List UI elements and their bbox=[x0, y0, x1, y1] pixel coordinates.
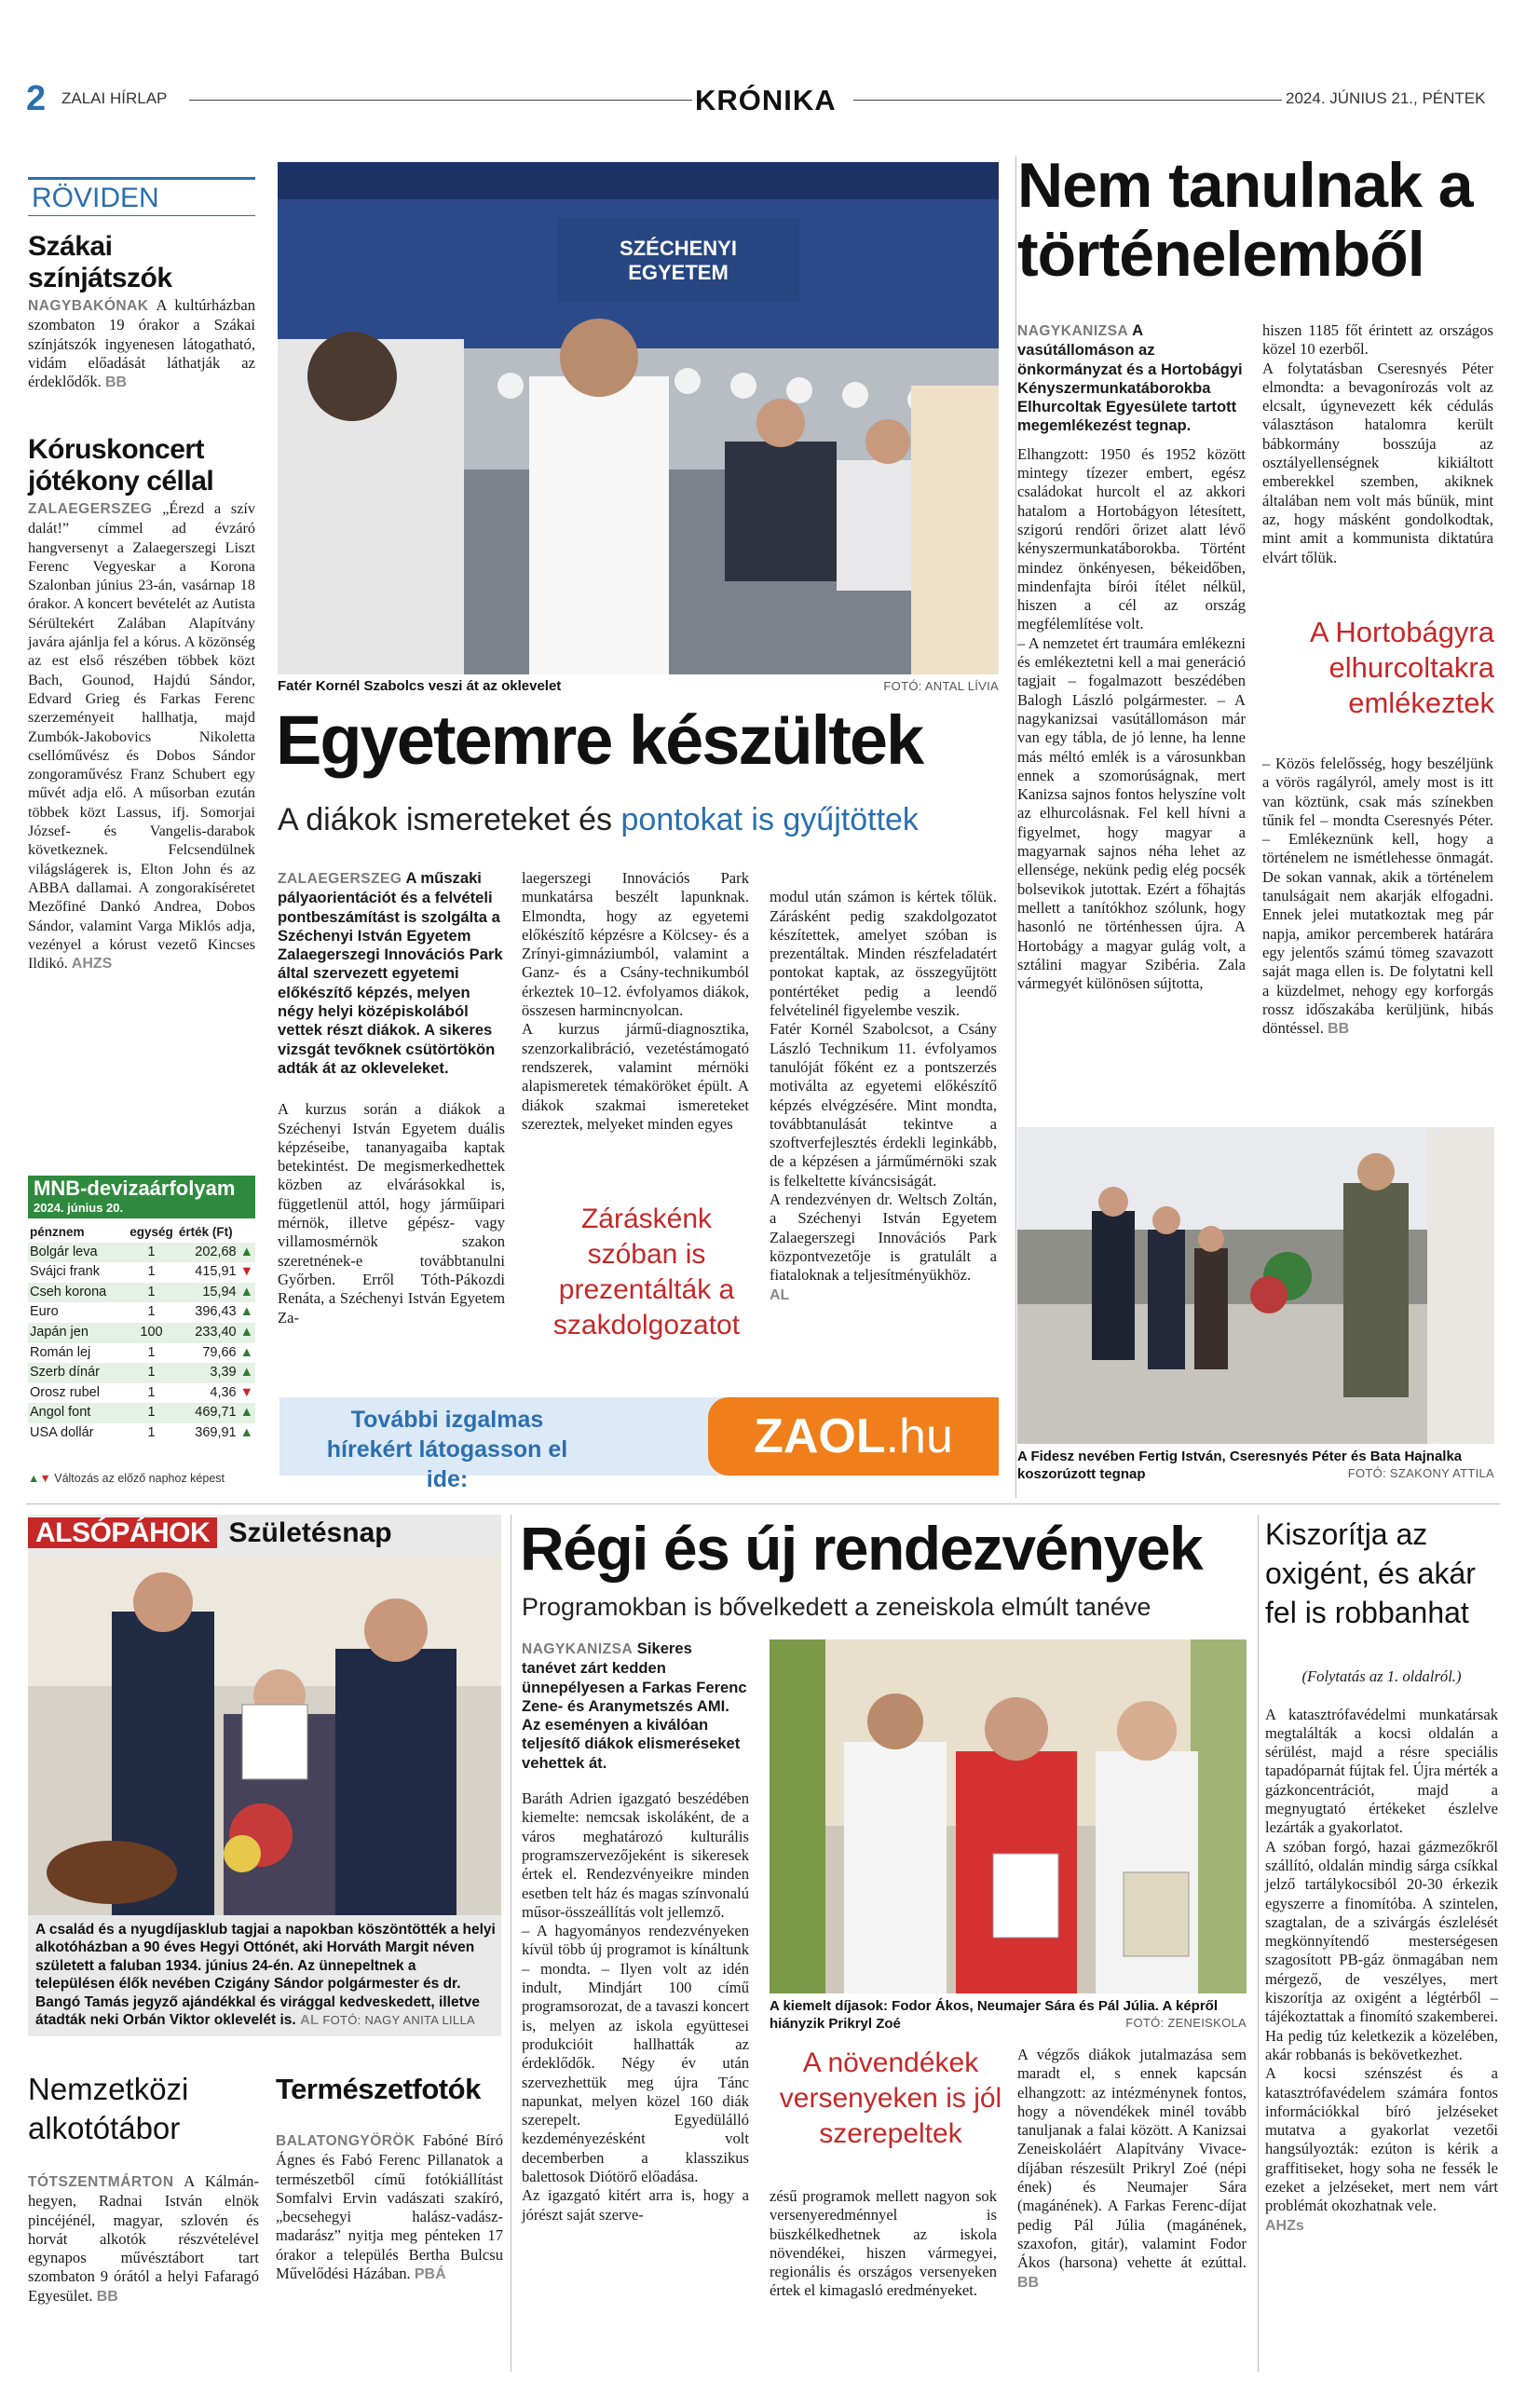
right-col-2: hiszen 1185 főt érintett az országos közel 10 ezerből. A folytatásban Cseresnyés Péter elmondta: a bevagonírozás volt az elcsalt, úgynevezett kék cédulás választáson hatalomra került bábkormány bosszúja az osztályellenségnek kikiáltott emberekkel szemben, akiknek általában nem volt más bűnük, mint az, hogy másként gondolkodtak, mint amit a kommunista diktatúra elvárt tőlük. bbox=[1262, 321, 1493, 566]
birthday-caption: A család és a nyugdíjasklub tagjai a napokban köszöntötték a helyi alkotóházban a 90 éves Hegyi Ottónét, aki Horváth Margit néven született a faluban 1934. június 24-én. Az ünnepeltnek a településen élők nevében Czigány Sándor polgármester és dr. Bangó Tamás jegyző ajándékkal és virággal kedveskedett, illetve átadták neki Orbán Viktor oklevelét is. AL FOTÓ: NAGY ANITA LILLA bbox=[35, 1922, 496, 2029]
zeneiskola-pull-quote: A növendékek versenyeken is jól szerepeltek bbox=[779, 2047, 1002, 2149]
svg-text:EGYETEM: EGYETEM bbox=[628, 261, 729, 284]
zaol-banner[interactable] bbox=[279, 1397, 999, 1492]
fx-row: Orosz rubel 1 4,36 ▼ bbox=[30, 1384, 253, 1400]
ceremony-photo-caption: Fatér Kornél Szabolcs veszi át az oklevelet bbox=[278, 678, 562, 694]
paper-name: ZALAI HÍRLAP bbox=[61, 89, 168, 107]
birthday-photo-illustration bbox=[28, 1556, 501, 1915]
fx-row: Bolgár leva 1 202,68 ▲ bbox=[28, 1243, 255, 1263]
awards-photo-illustration bbox=[770, 1639, 1247, 1993]
memorial-photo bbox=[1017, 1127, 1494, 1444]
right-headline: Nem tanulnak a történelemből bbox=[1017, 150, 1473, 290]
main-pull-quote: Záráskénk szóban is prezentálták a szakdolgozatot bbox=[552, 1204, 741, 1340]
oxigen-headline: Kiszorítja az oxigént, és akár fel is robbanhat bbox=[1265, 1517, 1476, 1629]
birthday-photo bbox=[28, 1556, 501, 1915]
zeneiskola-col-1: NAGYKANIZSA Sikeres tanévet zárt kedden ünnepélyesen a Farkas Ferenc Zene- és Aranymetszés AMI. Az eseményen a kiválóan teljesítő diákok elismeréseket vehettek át. Baráth Adrien igazgató beszédében kiemelte: nemcsak iskoláként, de a város meghatározó kulturális programszervezőjeként is sikeresek értek el. Rendezvényeikre minden esetben telt ház és magas színvonalú műsor-összeállítás volt jellemző. – A hagyományos rendezvényeken kívül több új programot is kínáltunk – mondta. – Ilyen volt az idén indult, Mindjárt 100 című programsorozat, de a tavaszi koncert is, melyen az iskola együttesei produkcióit hallhatták az érdeklődők. Négy év után szervezhettük meg újra Tánc napunkat, melyen közel 160 diák szerepelt. Egyedülálló kezdeményezésként volt decemberben a klasszikus balettosok Diótörő előadása. Az igazgató kitért arra is, hogy a jórészt saját szerve- bbox=[522, 1639, 749, 2224]
oxigen-text: (Folytatás az 1. oldalról.) A katasztrófavédelmi munkatársak megtalálták a kocsi oldalán a sérülést, majd a résre speciális tapadóparnát fújtak fel. Újra mérték a gázkoncentrációt, majd a megnyugtató értékeket észlelve lezárták a gyakorlatot. A szóban forgó, hazai gázmezőkről szállító, oldalán mindig sárga csíkkal jelző tartálykocsiból 20-30 érkezik egyszerre a finomítóba. A szintelen, szagtalan, de a szivárgás észlelését megkönnyítendő mesterségesen szagosított PB-gáz önmagában nem mérgező, de veszélyes, mert kiszorítja az oxigént a légtérből – tájékoztattak a finomító szakemberei. Ha pedig túz keletkezik a közelében, akár robbanás is bekövetkezhet. A kocsi szénszést és a katasztrófavédelem számára fontos információkkal bíró jelzéseket mutatva a gyakorlat vezetői hangsúlyozták: ezúton is kérik a graffitiseket, hogy soha ne fessék le ezeket a jelzéseket, mert nem várt problémát okozhatnak vele. AHZs bbox=[1265, 1667, 1498, 2234]
fx-row: Román lej 1 79,66 ▲ bbox=[30, 1344, 253, 1360]
fx-row: USA dollár 1 369,91 ▲ bbox=[30, 1424, 253, 1440]
fx-row: Japán jen 100 233,40 ▲ bbox=[28, 1323, 255, 1343]
alkototabor-title: Nemzetközi alkotótábor bbox=[28, 2072, 189, 2145]
fx-row: Cseh korona 1 15,94 ▲ bbox=[28, 1283, 255, 1303]
zeneiskola-col-3: A végzős diákok jutalmazása sem maradt el, s ennek kapcsán elhangzott: az intézménynek fontos, hogy a növendékek minél tovább tanuljanak a falai között. A Kanizsai Zeneiskoláért Alapítvány Vivace-díjában részesült Prikryl Zoé (népi ének) és Neumajer Sára (magánének). A Farkas Ferenc-díjat pedig Pál Júlia (magánének, szaxofon, gitár), valamint Fodor Ákos (harsona) vehette át ezúttal. BB bbox=[1017, 2046, 1247, 2291]
right-pull-quote: A Hortobágyra elhurcoltakra emlékeztek bbox=[1309, 616, 1494, 719]
awards-photo-credit: FOTÓ: ZENEISKOLA bbox=[1125, 2016, 1247, 2030]
roviden-column bbox=[28, 177, 255, 1127]
awards-photo-caption: A kiemelt díjasok: Fodor Ákos, Neumajer Sára és Pál Júlia. A képről hiányzik Prikryl Zoé bbox=[770, 1998, 1219, 2032]
section-title: KRÓNIKA bbox=[695, 84, 837, 116]
fx-row: Svájci frank 1 415,91 ▼ bbox=[30, 1264, 253, 1280]
alsopahok-label: ALSÓPÁHOK Születésnap bbox=[28, 1515, 392, 1552]
fx-title: MNB-devizaárfolyam 2024. június 20. bbox=[28, 1176, 255, 1218]
issue-date: 2024. JÚNIUS 21., PÉNTEK bbox=[1286, 89, 1486, 107]
main-col-2: laegerszegi Innovációs Park munkatársa beszélt lapunknak. Elmondta, hogy az egyetemi előkészítő képzésre a Kölcsey- és a Zrínyi-gimnáziumból, valamint a Ganz- és a Csány-technikumból érkeztek 10–12. évfolyamos diákok, összesen harmincnyolcan. A kurzus jármű-diagnosztika, szenzorkalibráció, vezetéstámogató rendszerek, valamint mérnöki alapismeretek témaköröket épült. A diákok szakmai ismereteket szereztek, melyeket minden egyes bbox=[522, 869, 749, 1133]
main-headline: Egyetemre készültek bbox=[276, 701, 923, 779]
main-col-3: modul után számon is kértek tőlük. Zárásként pedig szakdolgozatot készítettek, amelyet szóban is prezentáltak. Minden részfeladatért pontokat kaptak, az összegyűjtött pontértéket pedig a leendő felvételinél figyelembe veszik. Fatér Kornél Szabolcsot, a Csány László Technikum 11. évfolyamos tanulóját főként ez a pontszerzés motiválta az egyetemi előkészítő képzés elvégzésére. Mint mondta, továbbtanulását tekintve a szoftverfejlesztés érdekli leginkább, de a képzésen a járműmérnöki szak is felkeltette kíváncsiságát. A rendezvényen dr. Weltsch Zoltán, a Széchenyi István Egyetem Zalaegerszegi Innovációs Park központvezetője is gratulált a fiataloknak a teljesítményükhöz. AL bbox=[770, 888, 997, 1303]
ceremony-photo bbox=[278, 162, 999, 674]
alsopahok-box bbox=[28, 1515, 501, 2036]
fx-row: Euro 1 396,43 ▲ bbox=[30, 1304, 253, 1320]
zaol-logo[interactable]: ZAOL.hu bbox=[708, 1397, 999, 1476]
termeszetfotok-title: Természetfotók bbox=[276, 2073, 481, 2105]
alkototabor-text: TÓTSZENTMÁRTON A Kálmán-hegyen, Radnai István elnök pincéjénél, magyar, szlovén és horvát alkotók részvételével egynapos művésztábort tart szombaton 9 órától a helyi Fafaragó Egyesület. BB bbox=[28, 2172, 259, 2305]
memorial-photo-caption: A Fidesz nevében Fertig István, Cseresnyés Péter és Bata Hajnalka koszorúzott tegnap bbox=[1017, 1449, 1463, 1482]
right-col-2b: – Közös felelősség, hogy beszéljünk a vörös ragályról, amely most is itt van köztünk, csak más színekben tűnik fel – mondta Cseresnyés Péter. – Emlékeznünk kell, hogy a történelem ne ismétlehesse önmagát. De sokan vannak, akik a történelem tanulságait nem akarják elfogadni. Ennek jelei mutatkoztak meg pár napja, amikor percemberek határára egy jelentős számú tömeg szavazott saját maga ellen is. De folytatni kell a küzdelmet, nehogy egy korforgás rossz időszakába kerüljünk, hibás döntéssel. BB bbox=[1262, 755, 1493, 1038]
zeneiskola-col-2: zésű programok mellett nagyon sok versenyeredménnyel is büszkélkedhetnek az iskola növendékei, hiszen vármegyei, regionális és országos versenyeken értek el kimagasló eredményeket. bbox=[770, 2187, 997, 2300]
fx-box bbox=[28, 1176, 255, 1492]
svg-text:SZÉCHENYI: SZÉCHENYI bbox=[620, 237, 737, 260]
fx-row: Angol font 1 469,71 ▲ bbox=[28, 1403, 255, 1423]
fx-legend: ▲▼ Változás az előző naphoz képest bbox=[28, 1472, 225, 1485]
roviden-item-title: Kóruskoncert jótékony céllal bbox=[28, 434, 214, 497]
memorial-photo-credit: FOTÓ: SZAKONY ATTILA bbox=[1347, 1466, 1494, 1480]
fx-row: Szerb dínár 1 3,39 ▲ bbox=[28, 1363, 255, 1383]
memorial-photo-illustration bbox=[1017, 1127, 1494, 1444]
main-subhead: A diákok ismereteket és pontokat is gyűjtöttek bbox=[278, 802, 919, 837]
awards-photo bbox=[770, 1639, 1247, 1993]
page-number: 2 bbox=[26, 79, 47, 118]
roviden-item-text: NAGYBAKÓNAK A kultúrházban szombaton 19 órakor a Szákai színjátszók ingyenesen látogatható, vidám előadását láthatják az érdeklődők. BB bbox=[28, 296, 256, 391]
roviden-item-title: Szákai színjátszók bbox=[28, 231, 172, 293]
roviden-item-text: ZALAEGERSZEG „Érezd a szív dalát!” címmel ad évzáró hangversenyt a Zalaegerszegi Liszt Ferenc Vegyeskar a Korona Szalonban június 23-án, vasárnap 18 órakor. A koncert bevételét az Autista Sérültekért Zalában Alapítvány javára ajánlja fel a kórus. A közönség az est első részében többek közt Bach, Gounod, Hajdú Sándor, Edvard Grieg és Farkas Ferenc szerzeményeit hallhatja, majd Zumbók-Jakobovics Nikoletta csellóművész és Dobos Sándor zongoraművész Franz Schubert egy művét adja elő. A műsorban ezután többek közt Lassus, ifj. Somorjai József- és Vangelis-darabok következnek. Felcsendülnek világslágerek is, Elton John és az ABBA dallamai. A zongorakíséretet Mezőfiné Dankó Andrea, Dobos Sándor, valamint Varga Miklós adja, vezényel a kórust vezető Kincses Ildikó. AHZS bbox=[28, 500, 256, 973]
zeneiskola-headline: Régi és új rendezvények bbox=[520, 1514, 1203, 1583]
page-header bbox=[26, 80, 1500, 121]
zeneiskola-subhead: Programokban is bővelkedett a zeneiskola elmúlt tanéve bbox=[522, 1593, 1151, 1621]
ceremony-photo-illustration bbox=[278, 162, 999, 674]
right-col-1: NAGYKANIZSA A vasútállomáson az önkormányzat és a Hortobágyi Kényszermunkatáborokba Elhurcoltak Egyesülete tartott megemlékezést tegnap. Elhangzott: 1950 és 1952 között mintegy tízezer embert, egész családokat hurcolt el az akkori hatalom a Hortobágyon létesített, szigorú rendőri őrizet alatt lévő kényszermunkatáborokba. Történt mindez önkényesen, békeidőben, mindenfajta bírói ítélet nélkül, hiszen a cél az ország megfélemlítése volt. – A nemzetet ért traumára emlékezni és emlékeztetni kell a mai generáció tagjait – fogalmazott beszédében Balogh László polgármester. – A nagykanizsai vasútállomáson már van egy tábla, de jó lenne, ha lenne más méltó emlék is a városunkban ennek a szomorúságnak, mert Kanizsa sajnos fontos helyszíne volt az elhurcolásnak. Fel kell hívni a figyelmet, hogy magyar a magyarnak sajnos néha lehet az ellensége, nekünk pedig elég pocsék bolsevikok jutottak. Ezért a főhajtás mellett a tanítókhoz szólunk, hogy hasonló ne történhessen újra. A Hortobágy a magyar gulág volt, a sztálini magyar Szibéria. Zala vármegyét különösen sújtotta, bbox=[1017, 321, 1246, 993]
main-col-1: ZALAEGERSZEG A műszaki pályaorientációt és a felvételi pontbeszámítást is szolgálta a Széchenyi István Egyetem Zalaegerszegi Innovációs Park által szervezett egyetemi előkészítő képzés, melyen négy helyi középiskolából vettek részt diákok. A sikeres vizsgát tevőknek csütörtökön adták át az okleveleket. A kurzus során a diákok a Széchenyi István Egyetem duális képzéseibe, tananyagaiba kaptak betekintést. De megismerkedhettek közben az elvárásokkal is, függetlenül attól, hogy járműipari mérnök, illetve gépész- vagy villamosmérnök szakon szeretnének-e továbbtanulni Győrben. Erről Tóth-Pákozdi Renáta, a Széchenyi István Egyetem Za- bbox=[278, 869, 505, 1326]
zaol-banner-text: További izgalmas hírekért látogasson el ide: bbox=[326, 1407, 568, 1492]
roviden-label: RÖVIDEN bbox=[28, 177, 255, 216]
fx-table: pénznem egység érték (Ft) Bolgár leva 1 202,68 ▲ Svájci frank 1 415,91 ▼ Cseh korona 1 15,94 ▲ Euro 1 396,43 ▲ Japán jen 100 233,40 ▲ Román lej 1 79,66 ▲ Szerb dínár 1 3,39 ▲ Orosz rubel 1 4,36 ▼ Angol font 1 469,71 ▲ USA dollár 1 369,91 ▲ bbox=[28, 1222, 255, 1444]
termeszetfotok-text: BALATONGYÖRÖK Fabóné Bíró Ágnes és Fabó Ferenc Pillanatok a természetből című fotókiállítást Somfalvi Ervin vadászati szakíró, „becsehegyi halász-vadász-madarász” nyitja meg pénteken 17 órakor a település Bertha Bulcsu Művelődési Házában. PBÁ bbox=[276, 2131, 503, 2283]
ceremony-photo-credit: FOTÓ: ANTAL LÍVIA bbox=[883, 679, 999, 693]
